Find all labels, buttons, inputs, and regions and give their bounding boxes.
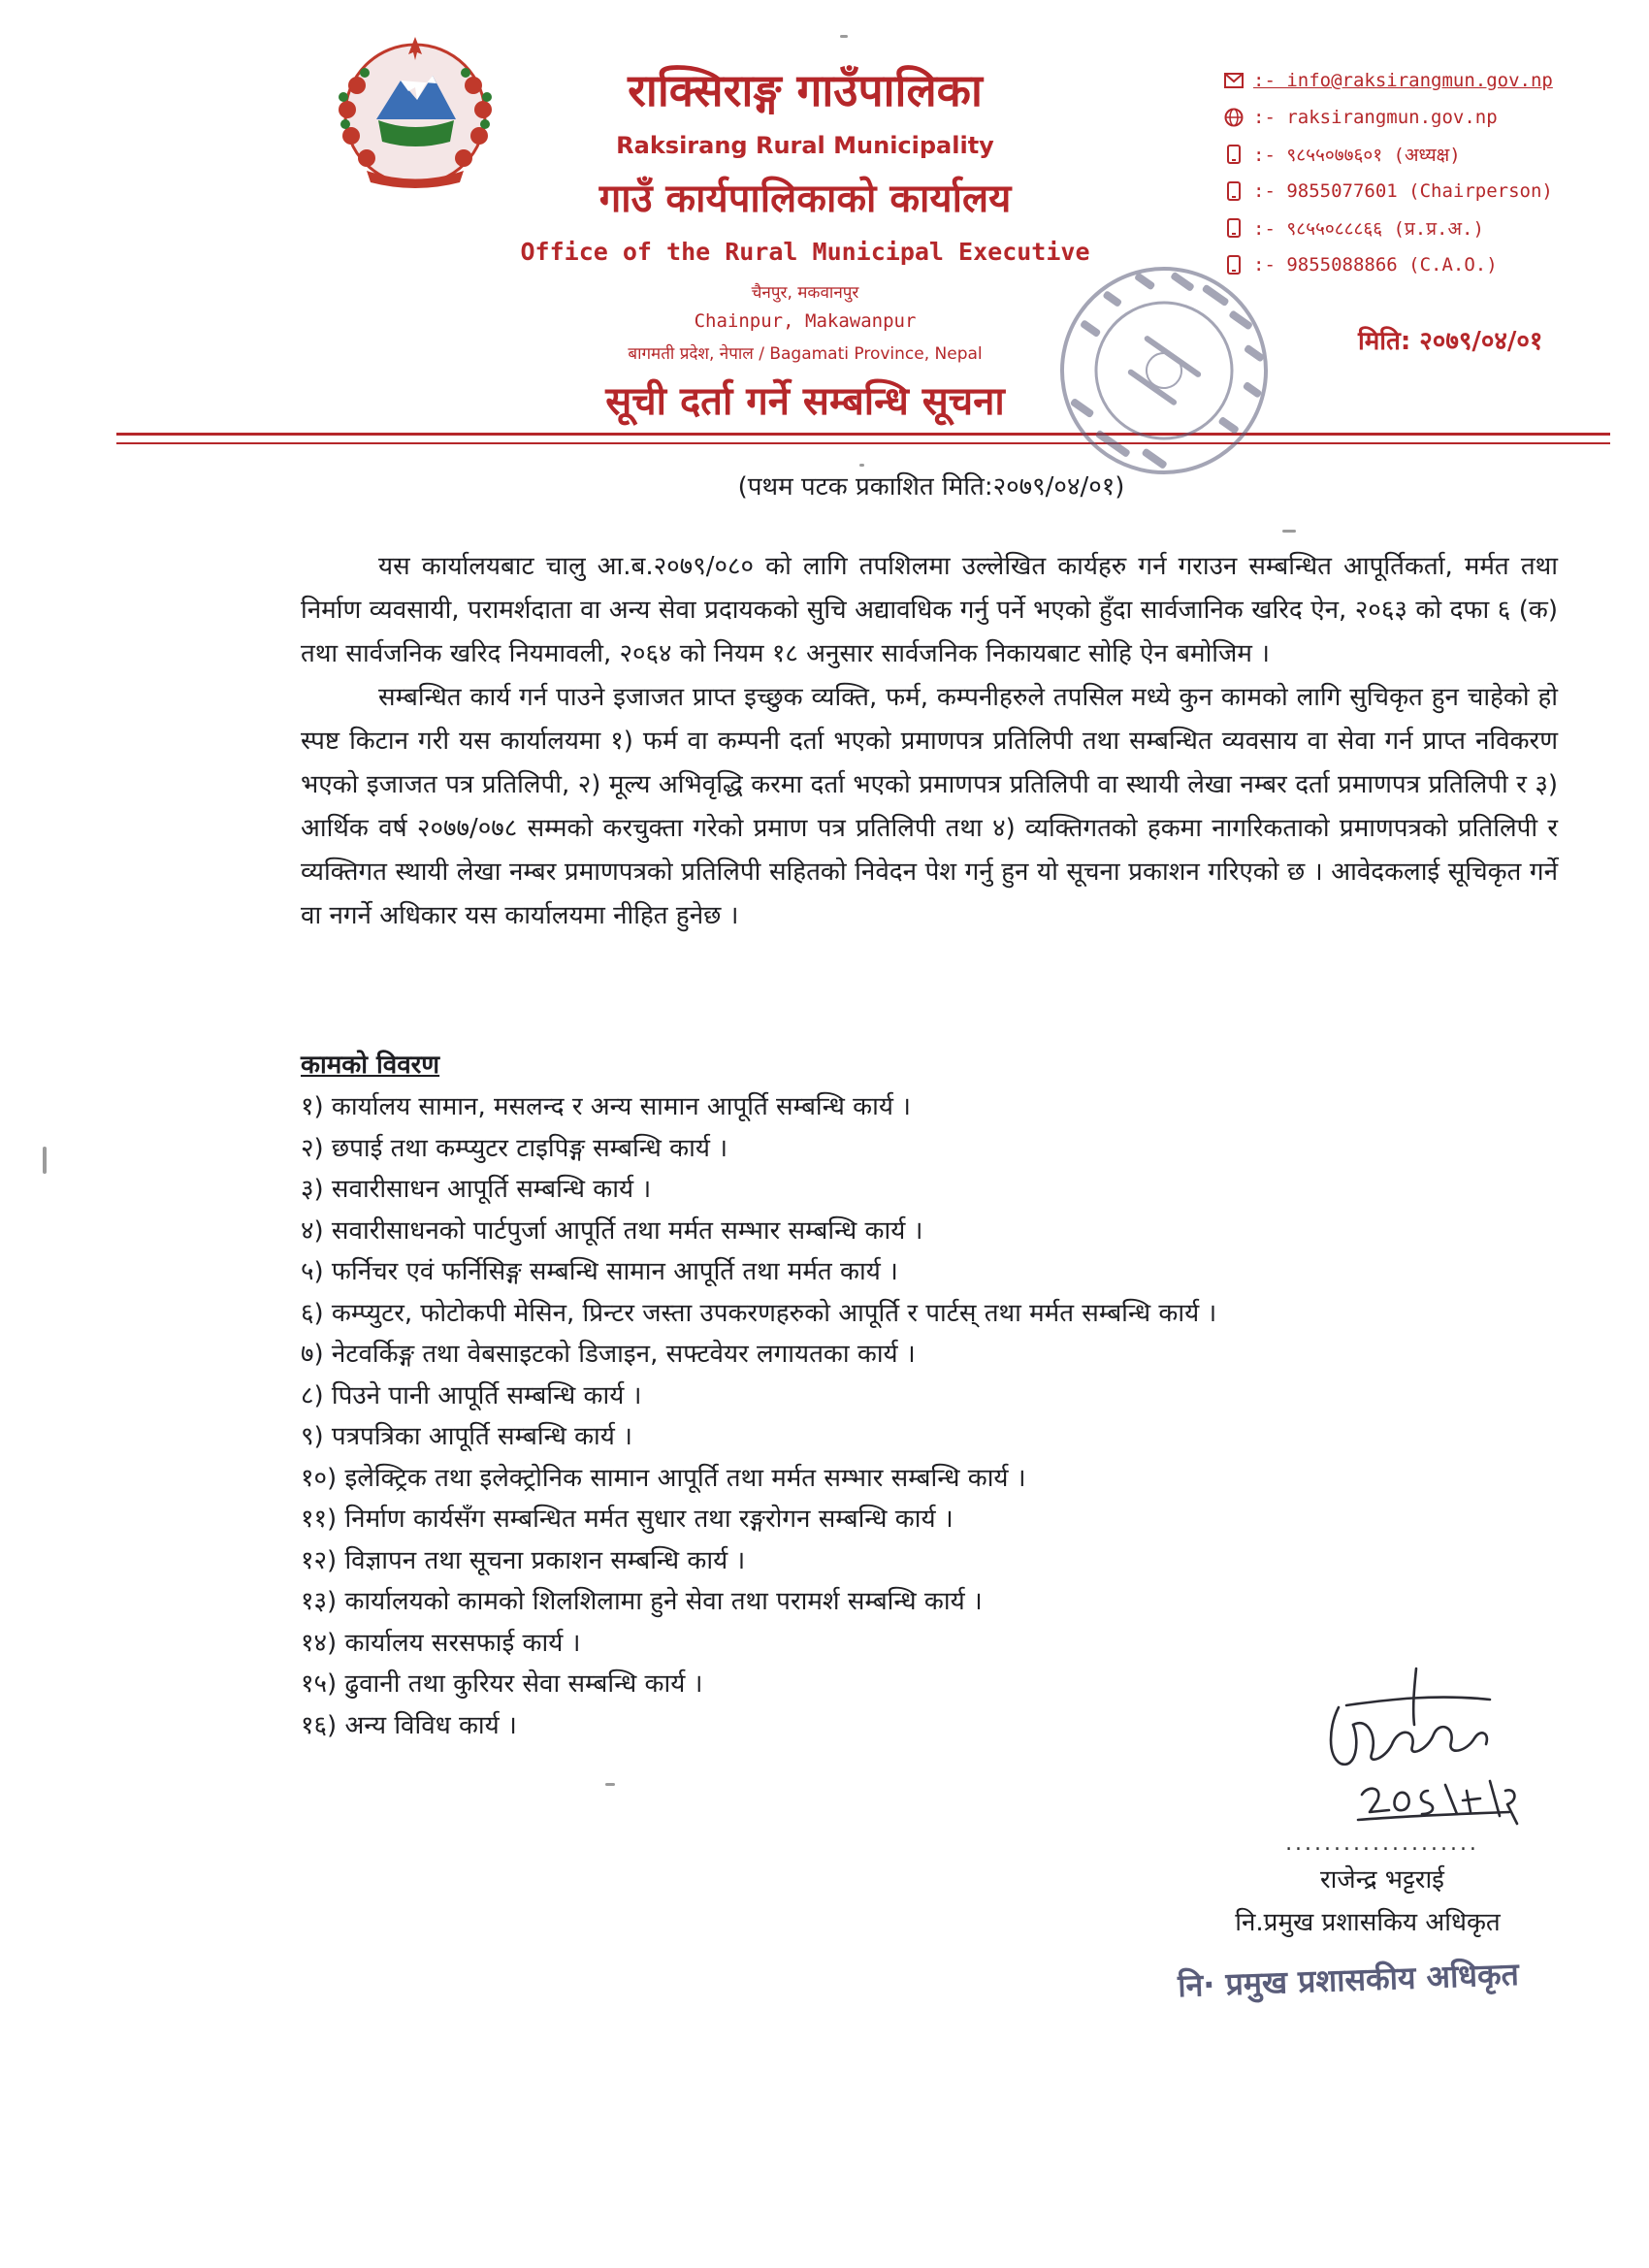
municipality-name-nepali: राक्सिराङ्ग गाउँपालिका <box>628 64 983 116</box>
place-english: Chainpur, Makawanpur <box>694 310 917 332</box>
contact-phone-value: :- ९८५५०८८८६६ (प्र.प्र.अ.) <box>1253 218 1484 240</box>
list-item: १४) कार्यालय सरसफाई कार्य । <box>301 1628 581 1658</box>
scan-speck <box>43 1147 47 1174</box>
nepal-emblem-icon <box>308 27 522 192</box>
contact-phone-chair-en <box>1224 173 1632 210</box>
list-item: ९) पत्रपत्रिका आपूर्ति सम्बन्धि कार्य । <box>301 1422 632 1451</box>
designation-stamp: नि· प्रमुख प्रशासकीय अधिकृत <box>1177 1955 1520 2005</box>
scan-speck <box>859 464 864 467</box>
mobile-phone-icon <box>1224 181 1244 201</box>
handwritten-signature <box>1300 1649 1523 1833</box>
office-stamp-icon <box>1048 254 1280 487</box>
issue-date: मिति: २०७९/०४/०१ <box>1358 327 1543 356</box>
email-icon <box>1224 71 1244 90</box>
contact-phone-value: :- 9855077601 (Chairperson) <box>1253 180 1553 202</box>
scan-speck <box>605 1783 615 1786</box>
contact-website-value[interactable]: :- raksirangmun.gov.np <box>1253 107 1498 128</box>
header-divider <box>116 433 1610 436</box>
signature-line: .................... <box>1285 1831 1479 1856</box>
list-item: ८) पिउने पानी आपूर्ति सम्बन्धि कार्य । <box>301 1380 642 1410</box>
list-item: १५) ढुवानी तथा कुरियर सेवा सम्बन्धि कार्य । <box>301 1669 703 1699</box>
list-item: १०) इलेक्ट्रिक तथा इलेक्ट्रोनिक सामान आपूर्ति तथा मर्मत सम्भार सम्बन्धि कार्य । <box>301 1463 1026 1493</box>
contact-phone-value: :- 9855088866 (C.A.O.) <box>1253 254 1498 275</box>
signatory-title: नि.प्रमुख प्रशासकिय अधिकृत <box>1235 1908 1501 1937</box>
list-item: ५) फर्निचर एवं फर्निसिङ्ग सम्बन्धि सामान आपूर्ति तथा मर्मत कार्य । <box>301 1257 898 1286</box>
work-list <box>301 1086 1581 1746</box>
office-name-nepali: गाउँ कार्यपालिकाको कार्यालय <box>598 177 1012 221</box>
work-section-title: कामको विवरण <box>301 1051 440 1080</box>
globe-icon <box>1224 108 1244 127</box>
province: बागमती प्रदेश, नेपाल / Bagamati Province, Nepal <box>628 344 983 364</box>
notice-body <box>301 545 1558 938</box>
contact-phone-chair-np <box>1224 136 1632 173</box>
office-name-english: Office of the Rural Municipal Executive <box>520 238 1090 266</box>
paragraph: यस कार्यालयबाट चालु आ.ब.२०७९/०८० को लागि तपशिलमा उल्लेखित कार्यहरु गर्न गराउन सम्बन्धित आपूर्तिकर्ता, मर्मत तथा निर्माण व्यवसायी, परामर्शदाता वा अन्य सेवा प्रदायकको सुचि अद्यावधिक गर्नु पर्ने भएको हुँदा सार्वजानिक खरिद ऐन, २०६३ को दफा ६ (क) तथा सार्वजनिक खरिद नियमावली, २०६४ को नियम १८ अनुसार सार्वजनिक निकायबाट सोहि ऐन बमोजिम । <box>301 552 1558 668</box>
mobile-phone-icon <box>1224 218 1244 238</box>
list-item: १) कार्यालय सामान, मसलन्द र अन्य सामान आपूर्ति सम्बन्धि कार्य । <box>301 1092 912 1121</box>
list-item: ४) सवारीसाधनको पार्टपुर्जा आपूर्ति तथा मर्मत सम्भार सम्बन्धि कार्य । <box>301 1215 923 1246</box>
contact-phone-value: :- ९८५५०७७६०१ (अध्यक्ष) <box>1253 145 1461 166</box>
contact-email[interactable] <box>1224 62 1632 99</box>
list-item: ६) कम्प्युटर, फोटोकपी मेसिन, प्रिन्टर जस्ता उपकरणहरुको आपूर्ति र पार्टस् तथा मर्मत सम्बन्धि कार्य । <box>301 1298 1217 1328</box>
municipality-name-english: Raksirang Rural Municipality <box>616 132 994 159</box>
scan-speck <box>1282 530 1296 533</box>
mobile-phone-icon <box>1224 145 1244 164</box>
place-nepali: चैनपुर, मकवानपुर <box>751 283 859 303</box>
list-item: ११) निर्माण कार्यसँग सम्बन्धित मर्मत सुधार तथा रङ्गरोगन सम्बन्धि कार्य । <box>301 1505 954 1534</box>
letterhead <box>504 56 1106 431</box>
contact-phone-cao-en <box>1224 246 1632 283</box>
contact-phone-cao-np <box>1224 210 1632 246</box>
notice-title: सूची दर्ता गर्ने सम्बन्धि सूचना <box>605 379 1005 424</box>
contact-email-value[interactable]: :- info@raksirangmun.gov.np <box>1253 70 1553 91</box>
paragraph: सम्बन्धित कार्य गर्न पाउने इजाजत प्राप्त इच्छुक व्यक्ति, फर्म, कम्पनीहरुले तपसिल मध्ये कुन कामको लागि सुचिकृत हुन चाहेको हो स्पष्ट किटान गरी यस कार्यालयमा १) फर्म वा कम्पनी दर्ता भएको प्रमाणपत्र प्रतिलिपी तथा सम्बन्धित व्यवसाय वा सेवा गर्न प्राप्त नविकरण भएको इजाजत पत्र प्रतिलिपी, २) मूल्य अभिवृद्धि करमा दर्ता भएको प्रमाणपत्र प्रतिलिपी वा स्थायी लेखा नम्बर दर्ता प्रमाणपत्र प्रतिलिपी र ३) आर्थिक वर्ष २०७७/०७८ सम्मको करचुक्ता गरेको प्रमाण पत्र प्रतिलिपी तथा ४) व्यक्तिगतको हकमा नागरिकताको प्रमाणपत्रको प्रतिलिपी र व्यक्तिगत स्थायी लेखा नम्बर प्रमाणपत्रको प्रतिलिपी सहितको निवेदन पेश गर्नु हुन यो सूचना प्रकाशन गरिएको छ । आवेदकलाई सूचिकृत गर्ने वा नगर्ने अधिकार यस कार्यालयमा नीहित हुनेछ । <box>301 683 1558 930</box>
list-item: ३) सवारीसाधन आपूर्ति सम्बन्धि कार्य । <box>301 1175 652 1204</box>
contact-website[interactable] <box>1224 99 1632 136</box>
list-item: १२) विज्ञापन तथा सूचना प्रकाशन सम्बन्धि कार्य । <box>301 1545 746 1575</box>
list-item: ७) नेटवर्किङ्ग तथा वेबसाइटको डिजाइन, सफ्टवेयर लगायतका कार्य । <box>301 1340 916 1369</box>
header-divider <box>116 442 1610 444</box>
first-published-date: (पथम पटक प्रकाशित मिति:२०७९/०४/०१) <box>737 472 1125 502</box>
signatory-name: राजेन्द्र भट्टराई <box>1320 1865 1444 1895</box>
contact-list <box>1224 62 1632 283</box>
list-item: १३) कार्यालयको कामको शिलशिलामा हुने सेवा तथा परामर्श सम्बन्धि कार्य । <box>301 1587 983 1616</box>
list-item: २) छपाई तथा कम्प्युटर टाइपिङ्ग सम्बन्धि कार्य । <box>301 1133 728 1163</box>
list-item: १६) अन्य विविध कार्य । <box>301 1710 517 1740</box>
scan-speck <box>840 35 848 38</box>
